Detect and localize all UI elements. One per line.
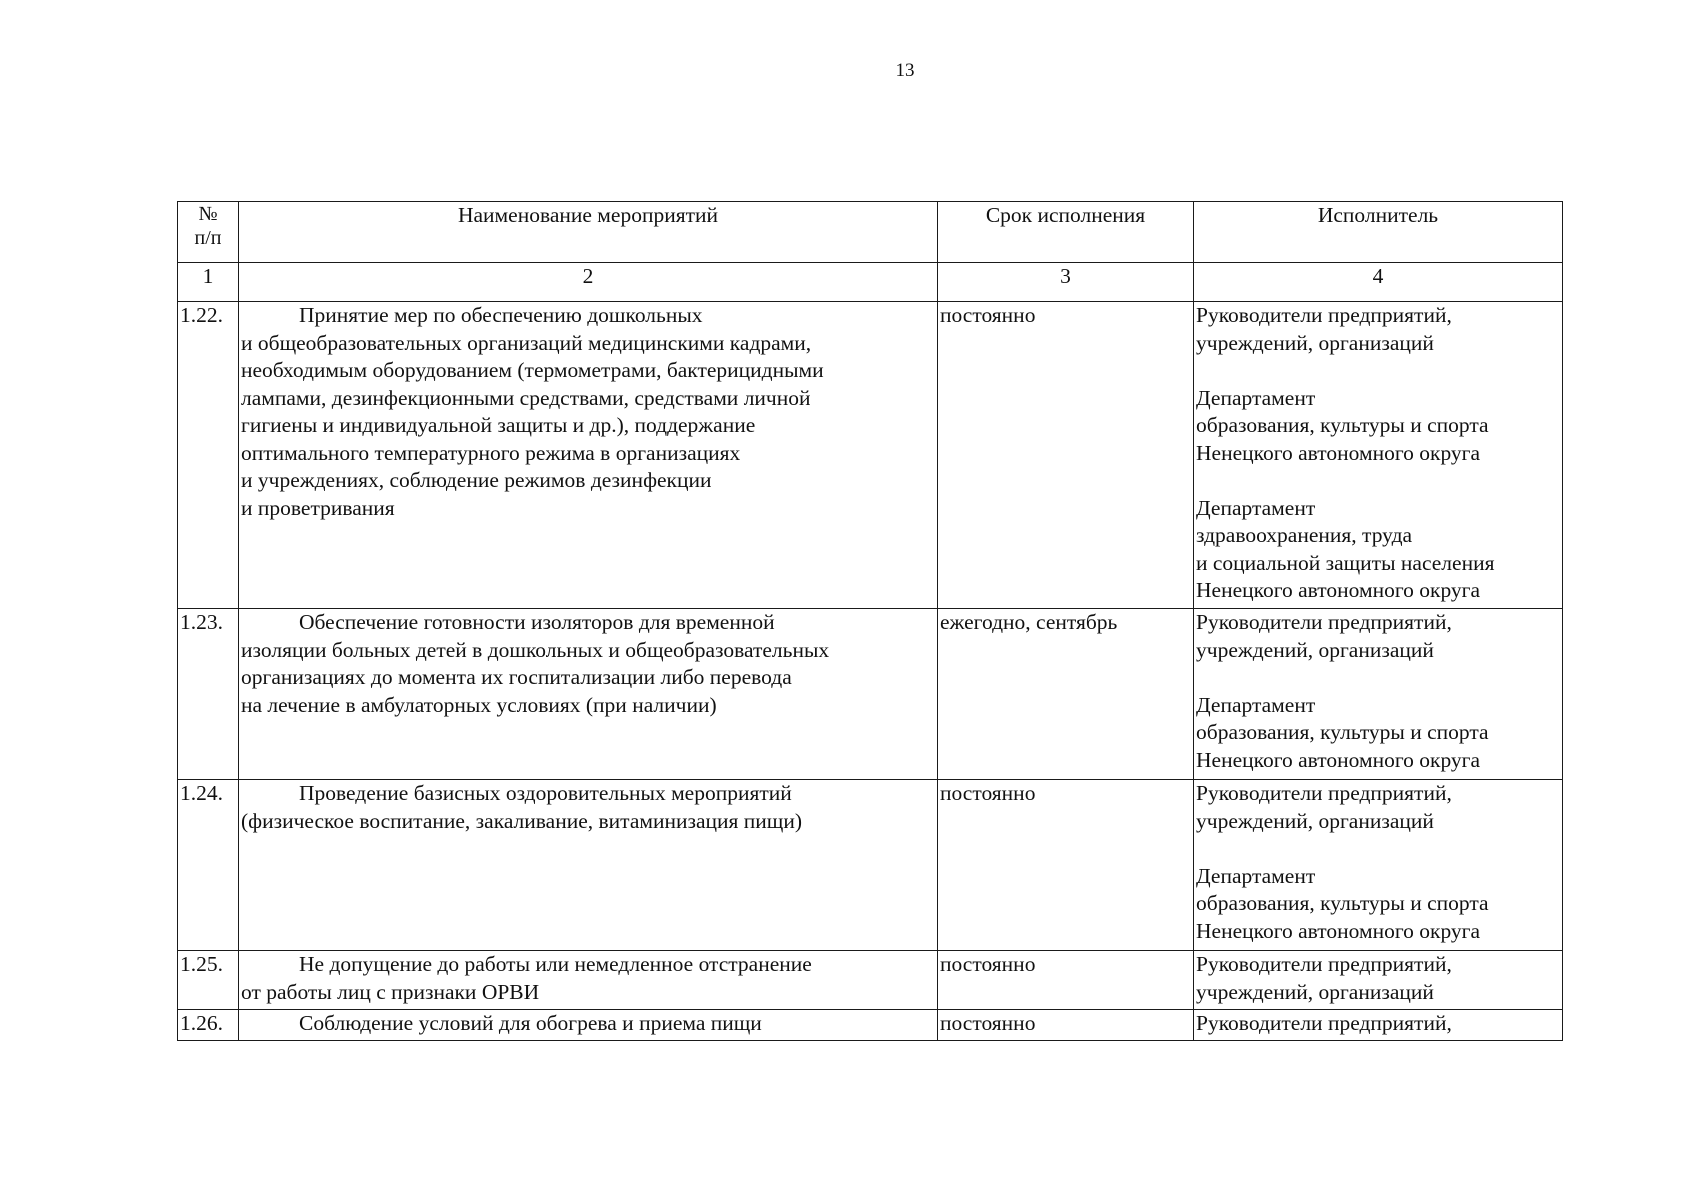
executor-line: и социальной защиты населения: [1196, 550, 1495, 575]
executor-spacer: [1196, 835, 1560, 863]
row-number: 1.26.: [178, 1010, 239, 1041]
column-index-row: [178, 263, 1563, 302]
executor-line: учреждений, организаций: [1196, 637, 1434, 662]
table-row: [178, 951, 1563, 1010]
executor-line: Ненецкого автономного округа: [1196, 440, 1481, 465]
measure-line: Принятие мер по обеспечению дошкольных: [299, 303, 703, 327]
measure-name: [239, 1010, 938, 1041]
executor: [1194, 1010, 1563, 1041]
measure-line: на лечение в амбулаторных условиях (при наличии): [241, 692, 717, 717]
executor-line: Ненецкого автономного округа: [1196, 578, 1481, 602]
measure-line: и общеобразовательных организаций медицинскими кадрами,: [241, 330, 812, 355]
executor-line: здравоохранения, труда: [1196, 523, 1413, 547]
measure-line: и проветривания: [241, 495, 395, 520]
executor-line: Руководители предприятий,: [1196, 781, 1452, 805]
measure-line: Соблюдение условий для обогрева и приема пищи: [299, 1011, 762, 1035]
header-term: Срок исполнения: [938, 202, 1194, 263]
executor-line: Департамент: [1196, 495, 1316, 520]
term: постоянно: [938, 1010, 1194, 1041]
executor-line: образования, культуры и спорта: [1196, 413, 1489, 437]
header-number-line2: п/п: [194, 227, 222, 249]
measure-line: Не допущение до работы или немедленное отстранение: [299, 952, 812, 976]
measure-line: от работы лиц с признаки ОРВИ: [241, 979, 540, 1004]
header-number-line1: №: [198, 203, 218, 225]
table-row: [178, 1010, 1563, 1041]
measure-name: [239, 951, 938, 1010]
executor-line: Руководители предприятий,: [1196, 1011, 1452, 1035]
measure-name: [239, 302, 938, 609]
row-number: 1.22.: [178, 302, 239, 609]
term: постоянно: [938, 780, 1194, 951]
header-number: [178, 202, 239, 263]
page-number: 13: [895, 60, 915, 81]
measure-name: [239, 609, 938, 780]
column-index-4: 4: [1194, 263, 1563, 302]
executor-line: учреждений, организаций: [1196, 808, 1434, 833]
executor: [1194, 302, 1563, 609]
measure-line: и учреждениях, соблюдение режимов дезинфекции: [241, 468, 712, 492]
executor-line: образования, культуры и спорта: [1196, 891, 1489, 915]
executor: [1194, 951, 1563, 1010]
measure-name: [239, 780, 938, 951]
executor-spacer: [1196, 357, 1560, 385]
column-index-1: 1: [178, 263, 239, 302]
header-name: Наименование мероприятий: [239, 202, 938, 263]
table-row: [178, 609, 1563, 780]
term: ежегодно, сентябрь: [938, 609, 1194, 780]
executor-line: Руководители предприятий,: [1196, 303, 1452, 327]
measure-line: Обеспечение готовности изоляторов для временной: [299, 610, 775, 634]
row-number: 1.24.: [178, 780, 239, 951]
executor: [1194, 609, 1563, 780]
executor-line: образования, культуры и спорта: [1196, 720, 1489, 744]
measure-line: необходимым оборудованием (термометрами, бактерицидными: [241, 358, 824, 382]
term: постоянно: [938, 302, 1194, 609]
executor-line: Ненецкого автономного округа: [1196, 918, 1481, 943]
term: постоянно: [938, 951, 1194, 1010]
measure-line: оптимального температурного режима в организациях: [241, 440, 741, 465]
executor-line: Департамент: [1196, 385, 1316, 410]
executor-line: Департамент: [1196, 692, 1316, 717]
executor-line: учреждений, организаций: [1196, 330, 1434, 355]
measure-line: лампами, дезинфекционными средствами, средствами личной: [241, 385, 811, 410]
executor-spacer: [1196, 664, 1560, 692]
measure-line: гигиены и индивидуальной защиты и др.), поддержание: [241, 413, 756, 437]
table-header-row: [178, 202, 1563, 263]
measure-line: изоляции больных детей в дошкольных и общеобразовательных: [241, 637, 830, 662]
executor-spacer: [1196, 467, 1560, 495]
executor-line: Ненецкого автономного округа: [1196, 747, 1481, 772]
column-index-2: 2: [239, 263, 938, 302]
executor-line: Руководители предприятий,: [1196, 610, 1452, 634]
column-index-3: 3: [938, 263, 1194, 302]
table-row: [178, 780, 1563, 951]
row-number: 1.25.: [178, 951, 239, 1010]
executor-line: Руководители предприятий,: [1196, 952, 1452, 976]
header-executor: Исполнитель: [1194, 202, 1563, 263]
measure-line: организациях до момента их госпитализации либо перевода: [241, 665, 792, 689]
executor: [1194, 780, 1563, 951]
measures-table: [177, 201, 1563, 1041]
table-row: [178, 302, 1563, 609]
executor-line: Департамент: [1196, 863, 1316, 888]
row-number: 1.23.: [178, 609, 239, 780]
measure-line: Проведение базисных оздоровительных мероприятий: [299, 781, 792, 805]
executor-line: учреждений, организаций: [1196, 979, 1434, 1004]
measure-line: (физическое воспитание, закаливание, витаминизация пищи): [241, 808, 803, 833]
